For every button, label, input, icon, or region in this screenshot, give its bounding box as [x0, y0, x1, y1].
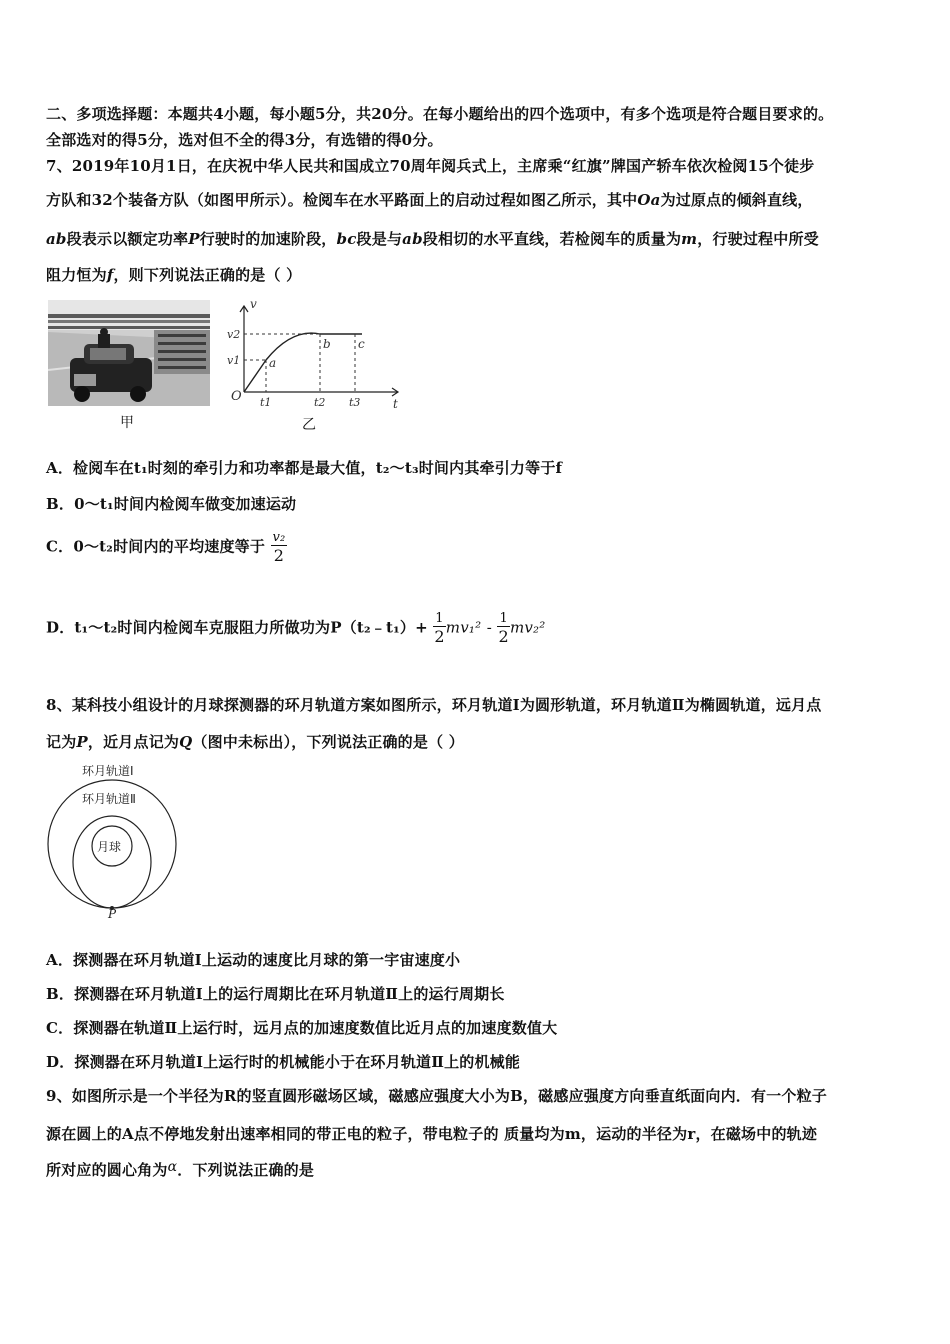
- q7-stem-line2: [46, 189, 813, 210]
- q7-option-b: B．0～t₁时间内检阅车做变加速运动: [46, 495, 297, 513]
- fraction-half-1: [433, 611, 445, 646]
- q7-var-ab: ab: [46, 230, 67, 248]
- q8-stem-line2: [46, 731, 464, 752]
- graph-label-c: c: [358, 337, 365, 351]
- q8-option-c: C．探测器在轨道Ⅱ上运行时，远月点的加速度数值比近月点的加速度数值大: [46, 1019, 558, 1037]
- fig-yi-caption: 乙: [302, 417, 316, 433]
- label-moon: 月球: [97, 840, 122, 854]
- q7-var-Oa: Oa: [637, 191, 661, 209]
- q9-alpha: α: [167, 1159, 178, 1175]
- fraction-denominator: 2: [273, 546, 285, 565]
- graph-curve: [244, 333, 320, 392]
- q9-stem-line2: 源在圆上的A点不停地发射出速率相同的带正电的粒子，带电粒子的 质量均为m，运动的半径为r，在磁场中的轨迹: [46, 1125, 818, 1143]
- fraction-v2-over-2: [271, 530, 288, 565]
- graph-label-t3: t3: [349, 396, 361, 409]
- fraction-numerator: 1: [499, 611, 508, 626]
- q7-var-m: m: [681, 230, 698, 248]
- graph-label-b: b: [323, 337, 331, 351]
- fraction-denominator: 2: [434, 627, 445, 646]
- q7-text: 行驶时的加速阶段，: [199, 230, 337, 248]
- q7-text: 段相切的水平直线，若检阅车的质量为: [422, 230, 682, 248]
- q7-stem-line4: [46, 264, 301, 285]
- q7-text: 方队和32个装备方队（如图甲所示）。检阅车在水平路面上的启动过程如图乙所示，其中: [46, 191, 638, 209]
- q7-stem-line1: 7、2019年10月1日，在庆祝中华人民共和国成立70周年阅兵式上，主席乘“红旗”牌国产轿车依次检阅15个徒步: [46, 157, 815, 175]
- minus-sign: -: [486, 618, 493, 637]
- q8-text: （图中未标出），下列说法正确的是（ ）: [192, 733, 464, 751]
- q9-text: 所对应的圆心角为: [46, 1161, 168, 1179]
- q8-var-Q: Q: [179, 733, 193, 751]
- q8-option-d: D．探测器在环月轨道Ⅰ上运行时的机械能小于在环月轨道Ⅱ上的机械能: [46, 1053, 521, 1071]
- q7-text: 为过原点的倾斜直线，: [660, 191, 813, 209]
- q9-stem-line1: 9、如图所示是一个半径为R的竖直圆形磁场区域，磁感应强度大小为B，磁感应强度方向垂直纸面向内．有一个粒子: [46, 1087, 827, 1105]
- q7-option-d-text: D．t₁～t₂时间内检阅车克服阻力所做功为P（t₂﹣t₁）+: [46, 618, 428, 637]
- fraction-denominator: 2: [498, 627, 509, 646]
- graph-label-t1: t1: [260, 396, 272, 409]
- label-orbit-2: 环月轨道Ⅱ: [82, 792, 136, 806]
- q9-text: ．下列说法正确的是: [177, 1161, 315, 1179]
- term-mv1-squared: mv₁²: [445, 618, 482, 637]
- graph-dashes: [244, 334, 355, 392]
- label-P: P: [108, 907, 117, 920]
- q7-option-a: A．检阅车在t₁时刻的牵引力和功率都是最大值，t₂～t₃时间内其牵引力等于f: [46, 459, 563, 477]
- section-heading: 二、多项选择题：本题共4小题，每小题5分，共20分。在每小题给出的四个选项中，有多个选项是符合题目要求的。: [46, 105, 834, 123]
- q8-option-b: B．探测器在环月轨道Ⅰ上的运行周期比在环月轨道Ⅱ上的运行周期长: [46, 985, 505, 1003]
- q9-stem-line3: [46, 1159, 314, 1180]
- graph-label-t2: t2: [314, 396, 326, 409]
- q8-text: 记为: [46, 733, 77, 751]
- graph-label-v: v: [250, 297, 257, 311]
- q7-var-ab2: ab: [402, 230, 423, 248]
- fraction-numerator: 1: [435, 611, 444, 626]
- q7-var-bc: bc: [336, 230, 357, 248]
- q7-text: ，则下列说法正确的是（ ）: [113, 266, 302, 284]
- q8-stem-line1: 8、某科技小组设计的月球探测器的环月轨道方案如图所示，环月轨道Ⅰ为圆形轨道，环月轨道Ⅱ为椭圆轨道，远月点: [46, 696, 822, 714]
- q7-option-d: [46, 611, 545, 646]
- q7-option-c: [46, 530, 287, 565]
- label-orbit-1: 环月轨道Ⅰ: [82, 764, 134, 778]
- q7-stem-line3: [46, 228, 819, 249]
- orbit-ellipse-2: [73, 816, 151, 908]
- graph-label-v2: v2: [227, 328, 241, 341]
- q7-text: ，行驶过程中所受: [697, 230, 819, 248]
- graph-axes: [240, 306, 398, 396]
- parade-car-photo: [48, 300, 210, 406]
- fig-jia-caption: 甲: [120, 415, 134, 431]
- q7-option-c-text: C．0～t₂时间内的平均速度等于: [46, 537, 266, 556]
- graph-label-v1: v1: [227, 354, 241, 367]
- q7-text: 阻力恒为: [46, 266, 107, 284]
- fraction-numerator: v₂: [272, 530, 286, 545]
- vt-graph: [222, 296, 407, 416]
- graph-label-t: t: [393, 397, 398, 411]
- orbit-figure: [44, 758, 184, 920]
- q8-option-a: A．探测器在环月轨道Ⅰ上运动的速度比月球的第一宇宙速度小: [46, 951, 461, 969]
- q8-text: ，近月点记为: [87, 733, 180, 751]
- q8-var-P: P: [76, 733, 88, 751]
- section-scoring: 全部选对的得5分，选对但不全的得3分，有选错的得0分。: [46, 131, 443, 149]
- graph-label-a: a: [269, 356, 277, 370]
- term-mv2-squared: mv₂²: [509, 618, 546, 637]
- graph-label-O: O: [231, 389, 242, 404]
- q7-var-P: P: [188, 230, 200, 248]
- q7-text: 段是与: [356, 230, 403, 248]
- q7-var-f: f: [106, 266, 114, 284]
- q7-text: 段表示以额定功率: [66, 230, 189, 248]
- fraction-half-2: [497, 611, 509, 646]
